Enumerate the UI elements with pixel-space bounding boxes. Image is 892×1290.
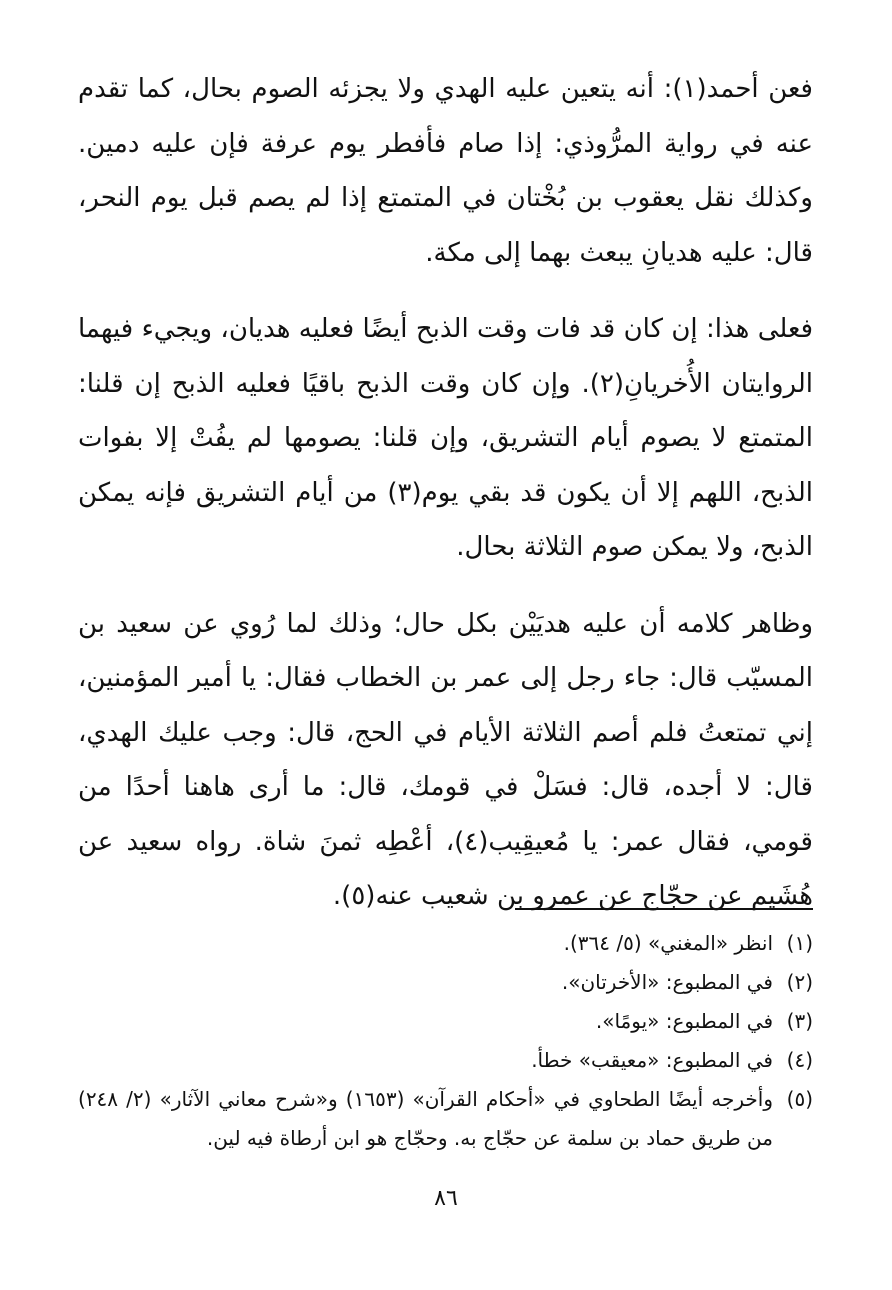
footnote-2 — [78, 963, 813, 1002]
footnote-number: (٥) — [786, 1087, 813, 1111]
paragraph-3: وظاهر كلامه أن عليه هديَيْن بكل حال؛ وذلك لما رُوي عن سعيد بن المسيّب قال: جاء رجل إلى عمر بن الخطاب فقال: يا أمير المؤمنين، إني تمتعتُ فلم أصم الثلاثة الأيام في الحج، قال: وجب عليك الهدي، قال: لا أجده، قال: فسَلْ في قومك، قال: ما أرى هاهنا أحدًا من قومي، فقال عمر: يا مُعيقِيب(٤)، أعْطِه ثمنَ شاة. رواه سعيد عن هُشَيم عن حجّاج عن عمرو بن شعيب عنه(٥). — [78, 608, 813, 911]
footnote-number: (٤) — [786, 1048, 813, 1072]
footnote-number: (٢) — [786, 970, 813, 994]
footnotes — [78, 924, 813, 1158]
footnote-text: في المطبوع: «معيقب» خطأ. — [531, 1048, 773, 1072]
footnote-5 — [78, 1080, 813, 1158]
paragraph-1: فعن أحمد(١): أنه يتعين عليه الهدي ولا يجزئه الصوم بحال، كما تقدم عنه في رواية المرُّوذي: إذا صام فأفطر يوم عرفة فإن عليه دمين. وكذلك نقل يعقوب بن بُخْتان في المتمتع إذا لم يصم قبل يوم النحر، قال: عليه هديانِ يبعث بهما إلى مكة. — [78, 74, 813, 268]
footnote-4 — [78, 1041, 813, 1080]
page-number: ٨٦ — [434, 1186, 458, 1211]
footnote-text: في المطبوع: «يومًا». — [595, 1009, 773, 1033]
footnote-number: (١) — [786, 931, 813, 955]
footnote-1 — [78, 924, 813, 963]
footnote-3 — [78, 1002, 813, 1041]
main-text — [78, 62, 813, 924]
footnote-number: (٣) — [786, 1009, 813, 1033]
paragraph-2: فعلى هذا: إن كان قد فات وقت الذبح أيضًا فعليه هديان، ويجيء فيهما الروايتان الأُخريانِ(٢). وإن كان وقت الذبح باقيًا فعليه الذبح إن قلنا: المتمتع لا يصوم أيام التشريق، وإن قلنا: يصومها لم يفُتْ إلا بفوات الذبح، اللهم إلا أن يكون قد بقي يوم(٣) من أيام التشريق فإنه يمكن الذبح، ولا يمكن صوم الثلاثة بحال. — [78, 314, 813, 562]
footnote-text: في المطبوع: «الأخرتان». — [561, 970, 773, 994]
footnote-divider — [515, 908, 813, 910]
footnote-text: انظر «المغني» (٥/ ٣٦٤). — [563, 931, 773, 955]
footnote-text: وأخرجه أيضًا الطحاوي في «أحكام القرآن» (١٦٥٣) و«شرح معاني الآثار» (٢/ ٢٤٨) من طريق حماد بن سلمة عن حجّاج به. وحجّاج هو ابن أرطاة فيه لين. — [78, 1087, 773, 1150]
